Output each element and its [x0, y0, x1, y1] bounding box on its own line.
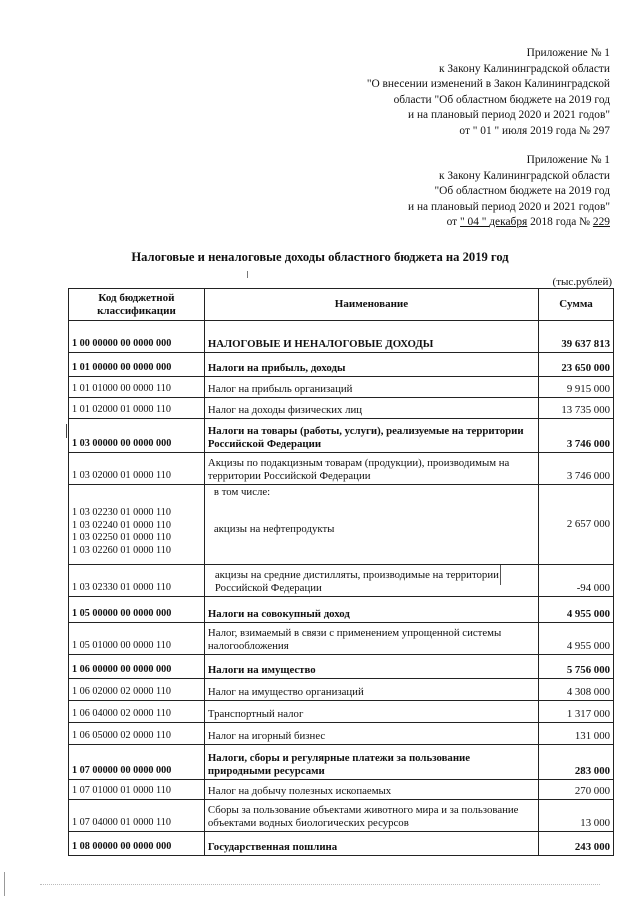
law-number: 229: [592, 216, 610, 229]
table-row: [69, 353, 614, 377]
code-cell: 1 03 00000 00 0000 000: [69, 419, 205, 453]
code-cell: 1 06 00000 00 0000 000: [69, 655, 205, 679]
code-cell: 1 07 01000 01 0000 110: [69, 780, 205, 800]
sum-cell: 2 657 000: [539, 485, 614, 565]
code-cell: 1 07 00000 00 0000 000: [69, 745, 205, 780]
table-row: [69, 321, 614, 353]
scan-mark: [500, 565, 501, 585]
table-row: [69, 597, 614, 623]
scan-mark: [66, 424, 67, 438]
header-line: к Закону Калининградской области: [438, 62, 610, 75]
name-cell: НАЛОГОВЫЕ И НЕНАЛОГОВЫЕ ДОХОДЫ: [204, 321, 538, 353]
date-day: " 04 ": [460, 216, 490, 229]
code-cell: 1 01 01000 00 0000 110: [69, 377, 205, 398]
table-row: [69, 679, 614, 701]
code-cell: 1 03 02000 01 0000 110: [69, 453, 205, 485]
sum-cell: 9 915 000: [539, 377, 614, 398]
table-row: [69, 723, 614, 745]
table-row: [69, 655, 614, 679]
table-row: [69, 377, 614, 398]
name-cell: акцизы на средние дистилляты, производимые на территории Российской Федерации: [204, 565, 538, 597]
date-month: декабря: [489, 216, 528, 229]
table-row: [69, 419, 614, 453]
header-line: области "Об областном бюджете на 2019 год: [393, 93, 610, 106]
table-row: [69, 485, 614, 565]
code-line: 1 03 02250 01 0000 110: [72, 532, 171, 544]
sum-cell: 13 735 000: [539, 398, 614, 419]
units-label: (тыс.рублей): [552, 276, 612, 288]
code-cell: 1 07 04000 01 0000 110: [69, 800, 205, 832]
name-cell: Налоги на прибыль, доходы: [204, 353, 538, 377]
name-cell: Акцизы по подакцизным товарам (продукции), производимым на территории Российской Федерации: [204, 453, 538, 485]
code-line: 1 03 02240 01 0000 110: [72, 519, 171, 531]
table-row: [69, 623, 614, 655]
code-cell: 1 01 00000 00 0000 000: [69, 353, 205, 377]
scan-mark: [4, 872, 5, 896]
appendix-header-original: [408, 153, 610, 231]
table-row: [69, 780, 614, 800]
date-prefix: от: [446, 216, 461, 229]
header-line: "Об областном бюджете на 2019 год: [434, 185, 610, 198]
name-cell: Налоги на имущество: [204, 655, 538, 679]
table-row: [69, 800, 614, 832]
sum-cell: 270 000: [539, 780, 614, 800]
table-row: [69, 565, 614, 597]
name-cell: Налог, взимаемый в связи с применением упрощенной системы налогообложения: [204, 623, 538, 655]
code-line: 1 03 02230 01 0000 110: [72, 506, 171, 518]
sum-cell: 4 308 000: [539, 679, 614, 701]
table-row: [69, 453, 614, 485]
code-cell: 1 05 01000 00 0000 110: [69, 623, 205, 655]
sum-cell: 5 756 000: [539, 655, 614, 679]
name-cell: Налоги на товары (работы, услуги), реализуемые на территории Российской Федерации: [204, 419, 538, 453]
name-text: акцизы на нефтепродукты: [213, 522, 335, 535]
code-cell: 1 06 02000 02 0000 110: [69, 679, 205, 701]
name-cell: Налог на имущество организаций: [204, 679, 538, 701]
header-line: Приложение № 1: [526, 154, 610, 166]
code-cell: 1 06 05000 02 0000 110: [69, 723, 205, 745]
name-cell: Налог на доходы физических лиц: [204, 398, 538, 419]
name-cell: Налоги на совокупный доход: [204, 597, 538, 623]
name-cell: Сборы за пользование объектами животного мира и за пользование объектами водных биологических ресурсов: [204, 800, 538, 832]
column-header-name: Наименование: [204, 289, 538, 321]
header-line: Приложение № 1: [526, 47, 610, 59]
sum-cell: 4 955 000: [539, 597, 614, 623]
table-row: [69, 745, 614, 780]
table-row: [69, 832, 614, 856]
header-line: и на плановый период 2020 и 2021 годов": [408, 200, 610, 213]
sum-cell: 243 000: [539, 832, 614, 856]
name-cell: Государственная пошлина: [204, 832, 538, 856]
column-header-code: Код бюджетной классификации: [69, 289, 205, 321]
sum-cell: 4 955 000: [539, 623, 614, 655]
scan-mark: [247, 271, 248, 278]
column-header-sum: Сумма: [539, 289, 614, 321]
sum-cell: 39 637 813: [539, 321, 614, 353]
sum-cell: 3 746 000: [539, 419, 614, 453]
name-cell: Налог на прибыль организаций: [204, 377, 538, 398]
scan-noise: [40, 884, 600, 886]
code-cell: 1 01 02000 01 0000 110: [69, 398, 205, 419]
revenue-table: [68, 288, 614, 856]
name-cell: Налоги, сборы и регулярные платежи за пользование природными ресурсами: [204, 745, 538, 780]
code-cell: 1 06 04000 02 0000 110: [69, 701, 205, 723]
appendix-header-amendment: [367, 46, 610, 140]
header-line-date: [408, 215, 610, 231]
sum-cell: 1 317 000: [539, 701, 614, 723]
sum-cell: 23 650 000: [539, 353, 614, 377]
table-row: [69, 398, 614, 419]
sum-cell: 13 000: [539, 800, 614, 832]
sum-cell: 131 000: [539, 723, 614, 745]
code-cell: 1 00 00000 00 0000 000: [69, 321, 205, 353]
header-line: к Закону Калининградской области: [438, 169, 610, 182]
document-title: Налоговые и неналоговые доходы областного бюджета на 2019 год: [131, 250, 509, 264]
name-cell: [204, 485, 538, 565]
header-line: и на плановый период 2020 и 2021 годов": [408, 109, 610, 122]
date-mid: 2018 года №: [527, 216, 593, 229]
sum-cell: 283 000: [539, 745, 614, 780]
table-row: [69, 701, 614, 723]
name-cell: Налог на добычу полезных ископаемых: [204, 780, 538, 800]
code-cell: 1 03 02330 01 0000 110: [69, 565, 205, 597]
header-line: от " 01 " июля 2019 года № 297: [459, 124, 610, 137]
code-cell: 1 08 00000 00 0000 000: [69, 832, 205, 856]
header-line: "О внесении изменений в Закон Калининградской: [366, 78, 610, 91]
including-label: в том числе:: [213, 486, 271, 498]
sum-cell: 3 746 000: [539, 453, 614, 485]
code-line: 1 03 02260 01 0000 110: [72, 545, 171, 557]
sum-cell: -94 000: [539, 565, 614, 597]
name-cell: Налог на игорный бизнес: [204, 723, 538, 745]
code-cell: 1 05 00000 00 0000 000: [69, 597, 205, 623]
code-cell-group: [69, 485, 205, 565]
name-cell: Транспортный налог: [204, 701, 538, 723]
